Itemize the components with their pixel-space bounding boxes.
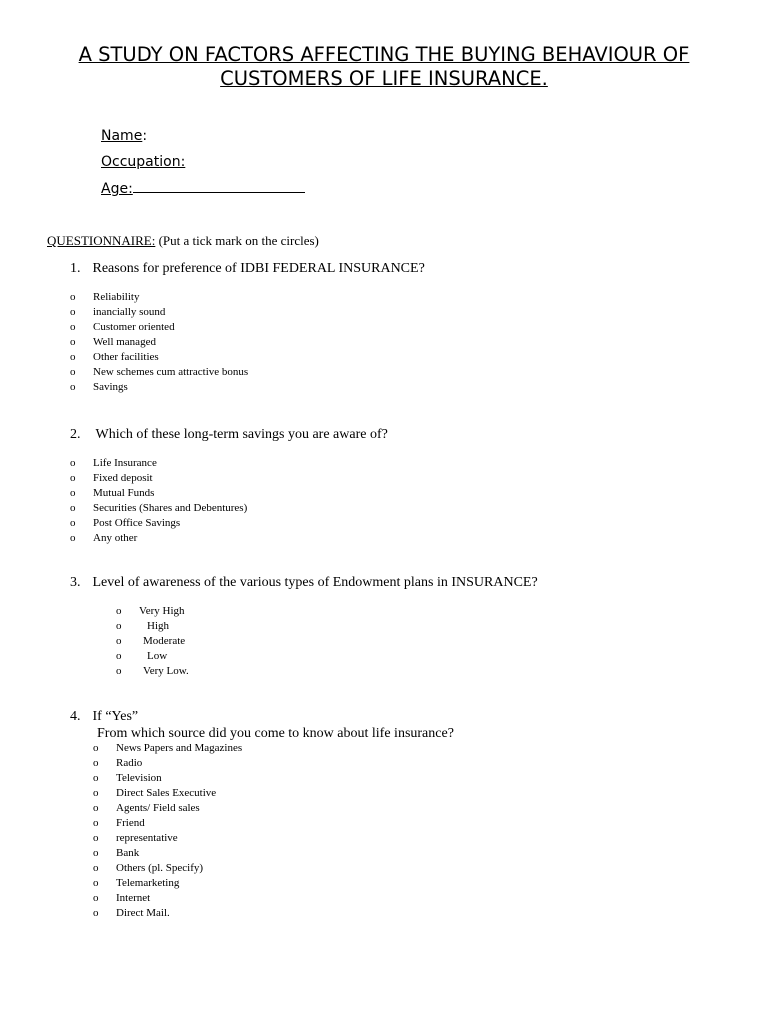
occupation-label: Occupation:	[101, 154, 186, 170]
option-label: Direct Sales Executive	[116, 787, 217, 799]
option-label: Reliability	[93, 291, 140, 303]
question-1-options	[70, 290, 248, 395]
circle-bullet-icon[interactable]: o	[70, 366, 76, 378]
questionnaire-instruction: (Put a tick mark on the circles)	[158, 233, 319, 248]
questionnaire-heading	[47, 233, 319, 249]
option-label: Others (pl. Specify)	[116, 862, 204, 874]
option-item[interactable]	[93, 876, 242, 891]
option-item[interactable]	[93, 741, 242, 756]
circle-bullet-icon[interactable]: o	[70, 487, 76, 499]
document-title-line-2: CUSTOMERS OF LIFE INSURANCE.	[220, 67, 548, 90]
option-item[interactable]	[70, 471, 247, 486]
question-text: Level of awareness of the various types of Endowment plans in INSURANCE?	[92, 575, 538, 590]
option-item[interactable]	[93, 786, 242, 801]
option-label: Very Low.	[143, 665, 189, 677]
circle-bullet-icon[interactable]: o	[93, 772, 99, 784]
question-number: 2.	[70, 427, 81, 442]
circle-bullet-icon[interactable]: o	[93, 757, 99, 769]
circle-bullet-icon[interactable]: o	[70, 502, 76, 514]
document-title-line-1: A STUDY ON FACTORS AFFECTING THE BUYING BEHAVIOUR OF	[78, 43, 690, 66]
option-label: Internet	[116, 892, 151, 904]
option-item[interactable]	[116, 664, 189, 679]
circle-bullet-icon[interactable]: o	[70, 472, 76, 484]
question-text: Reasons for preference of IDBI FEDERAL INSURANCE?	[92, 261, 425, 276]
option-label: representative	[116, 832, 178, 844]
option-label: Bank	[116, 847, 140, 859]
option-item[interactable]	[116, 619, 189, 634]
option-item[interactable]	[116, 634, 189, 649]
circle-bullet-icon[interactable]: o	[93, 817, 99, 829]
circle-bullet-icon[interactable]: o	[70, 336, 76, 348]
option-item[interactable]	[70, 290, 248, 305]
circle-bullet-icon[interactable]: o	[70, 351, 76, 363]
question-2	[70, 426, 388, 444]
option-label: Savings	[93, 381, 128, 393]
question-3-options	[116, 604, 189, 679]
circle-bullet-icon[interactable]: o	[70, 457, 76, 469]
option-label: inancially sound	[93, 306, 166, 318]
option-item[interactable]	[70, 501, 247, 516]
option-item[interactable]	[70, 320, 248, 335]
circle-bullet-icon[interactable]: o	[70, 517, 76, 529]
option-label: Radio	[116, 757, 143, 769]
option-label: High	[147, 620, 169, 632]
option-item[interactable]	[93, 771, 242, 786]
option-label: Telemarketing	[116, 877, 180, 889]
option-label: Television	[116, 772, 162, 784]
circle-bullet-icon[interactable]: o	[116, 605, 122, 617]
option-label: Direct Mail.	[116, 907, 170, 919]
occupation-field	[101, 153, 185, 171]
option-label: Very High	[139, 605, 185, 617]
question-4-options	[93, 741, 242, 921]
age-field	[101, 179, 305, 198]
option-item[interactable]	[70, 516, 247, 531]
option-label: Well managed	[93, 336, 156, 348]
name-label: Name	[101, 128, 143, 144]
option-item[interactable]	[70, 365, 248, 380]
option-label: Fixed deposit	[93, 472, 153, 484]
circle-bullet-icon[interactable]: o	[116, 665, 122, 677]
option-item[interactable]	[70, 380, 248, 395]
option-label: Friend	[116, 817, 145, 829]
option-label: Mutual Funds	[93, 487, 155, 499]
circle-bullet-icon[interactable]: o	[93, 802, 99, 814]
circle-bullet-icon[interactable]: o	[116, 635, 122, 647]
name-field: Name:	[101, 128, 148, 144]
question-number: 3.	[70, 575, 81, 590]
question-text: Which of these long-term savings you are aware of?	[95, 427, 388, 442]
option-item[interactable]	[116, 649, 189, 664]
question-4	[70, 708, 138, 726]
option-label: Life Insurance	[93, 457, 157, 469]
circle-bullet-icon[interactable]: o	[93, 892, 99, 904]
circle-bullet-icon[interactable]: o	[116, 620, 122, 632]
question-1	[70, 260, 425, 278]
question-number: 1.	[70, 261, 81, 276]
option-item[interactable]	[93, 756, 242, 771]
option-item[interactable]	[93, 846, 242, 861]
question-3	[70, 574, 538, 592]
option-label: Post Office Savings	[93, 517, 181, 529]
option-item[interactable]	[93, 831, 242, 846]
option-item[interactable]	[93, 906, 242, 921]
questionnaire-label: QUESTIONNAIRE:	[47, 233, 156, 248]
option-item[interactable]	[70, 531, 247, 546]
circle-bullet-icon[interactable]: o	[116, 650, 122, 662]
option-label: Agents/ Field sales	[116, 802, 200, 814]
question-text: If “Yes”	[92, 709, 139, 724]
circle-bullet-icon[interactable]: o	[70, 381, 76, 393]
circle-bullet-icon[interactable]: o	[93, 907, 99, 919]
option-label: News Papers and Magazines	[116, 742, 243, 754]
circle-bullet-icon[interactable]: o	[93, 832, 99, 844]
question-2-options	[70, 456, 247, 546]
age-label: Age:	[101, 181, 133, 197]
option-item[interactable]	[93, 816, 242, 831]
circle-bullet-icon[interactable]: o	[93, 742, 99, 754]
option-item[interactable]	[116, 604, 189, 619]
option-item[interactable]	[93, 801, 242, 816]
option-item[interactable]	[70, 350, 248, 365]
question-number: 4.	[70, 709, 81, 724]
circle-bullet-icon[interactable]: o	[70, 291, 76, 303]
circle-bullet-icon[interactable]: o	[93, 787, 99, 799]
circle-bullet-icon[interactable]: o	[93, 862, 99, 874]
option-item[interactable]	[70, 486, 247, 501]
option-item[interactable]	[93, 861, 242, 876]
circle-bullet-icon[interactable]: o	[70, 532, 76, 544]
option-label: Moderate	[143, 635, 186, 647]
option-item[interactable]	[70, 305, 248, 320]
circle-bullet-icon[interactable]: o	[93, 847, 99, 859]
circle-bullet-icon[interactable]: o	[70, 306, 76, 318]
option-label: Low	[147, 650, 168, 662]
option-label: New schemes cum attractive bonus	[93, 366, 249, 378]
circle-bullet-icon[interactable]: o	[70, 321, 76, 333]
age-blank-line	[133, 179, 305, 193]
question-4-subtext: From which source did you come to know about life insurance?	[97, 726, 454, 741]
option-label: Customer oriented	[93, 321, 175, 333]
option-label: Securities (Shares and Debentures)	[93, 502, 248, 514]
option-label: Any other	[93, 532, 138, 544]
option-item[interactable]	[70, 456, 247, 471]
option-item[interactable]	[70, 335, 248, 350]
option-label: Other facilities	[93, 351, 159, 363]
circle-bullet-icon[interactable]: o	[93, 877, 99, 889]
option-item[interactable]	[93, 891, 242, 906]
